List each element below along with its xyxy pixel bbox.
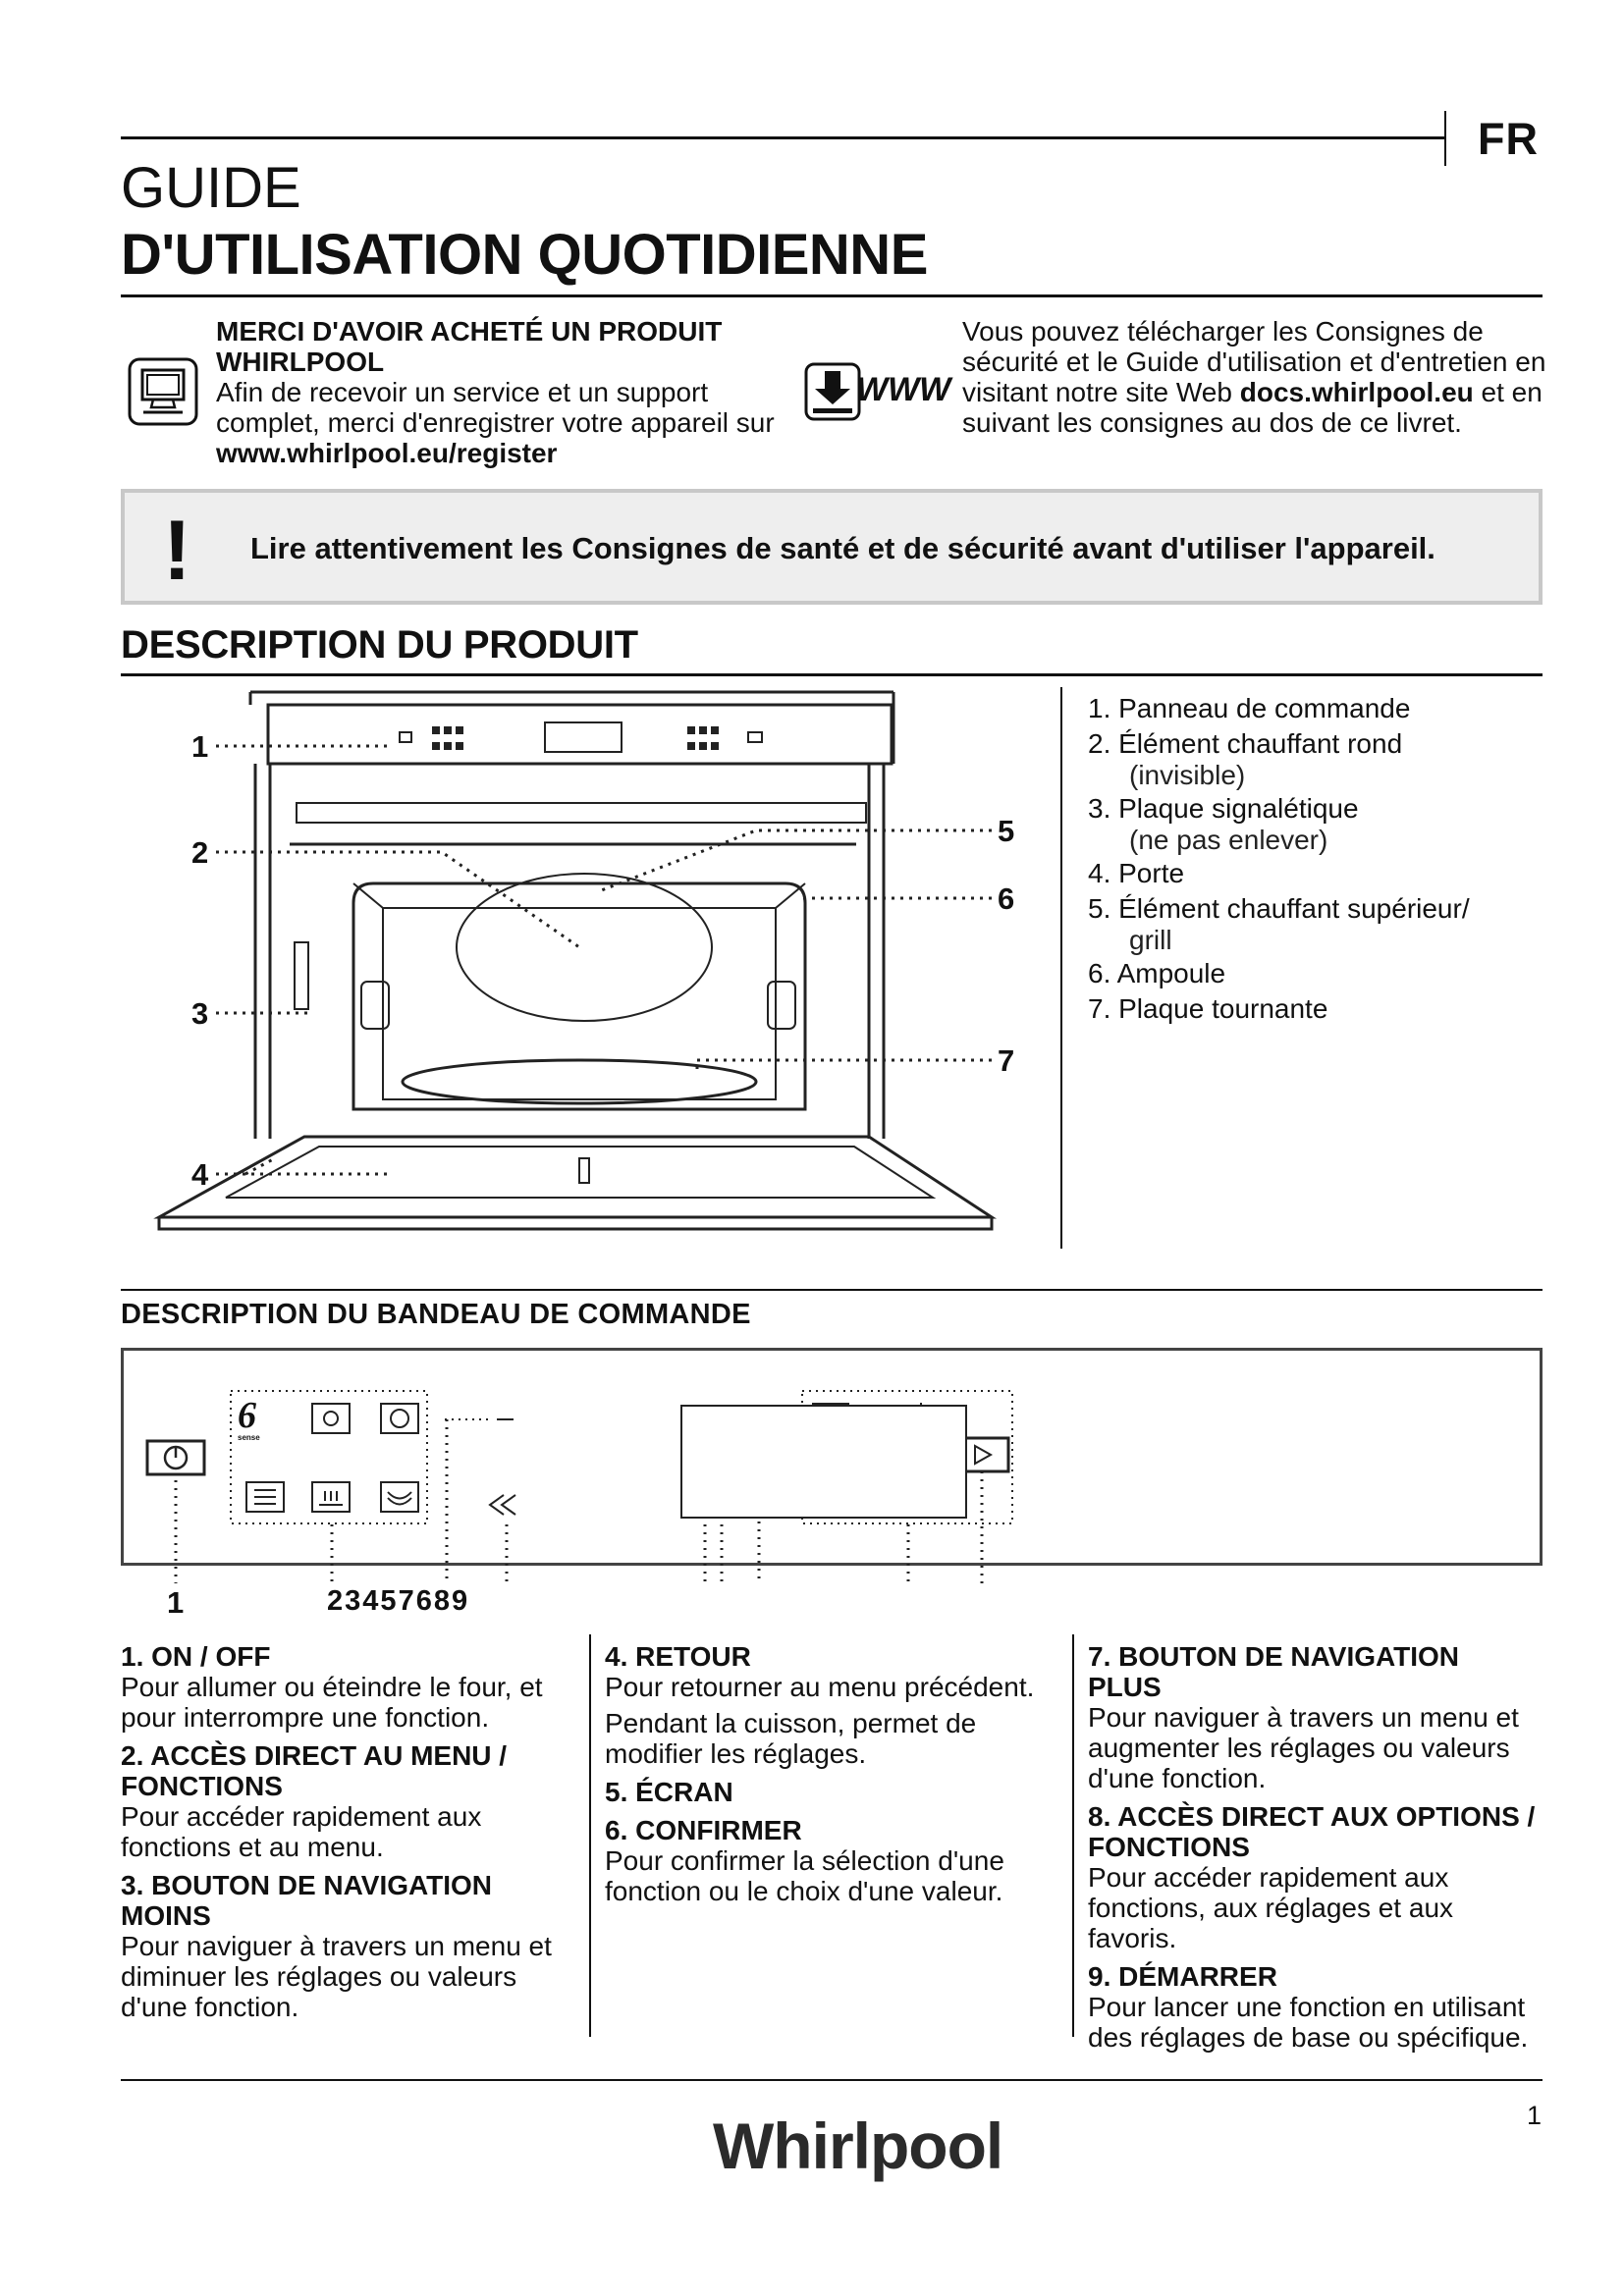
product-title-rule bbox=[121, 673, 1543, 676]
six-sense-logo: 6 sense bbox=[238, 1395, 260, 1442]
round-heating-element bbox=[457, 874, 712, 1021]
column-divider-2 bbox=[1072, 1634, 1074, 2037]
product-callout-7: 7 bbox=[998, 1043, 1015, 1078]
panel-description-title: DESCRIPTION DU BANDEAU DE COMMANDE bbox=[121, 1299, 751, 1330]
functions-column-2: 4. RETOUR Pour retourner au menu précédent. Pendant la cuisson, permet de modifier les réglages. 5. ÉCRAN 6. CONFIRMER Pour confirmer la sélection d'une fonction ou le choix d'une valeur. bbox=[605, 1641, 1035, 1906]
header-rule bbox=[121, 136, 1444, 139]
page-number: 1 bbox=[1527, 2101, 1543, 2130]
back-icon bbox=[490, 1495, 515, 1515]
www-label: WWW bbox=[856, 371, 951, 408]
functions-column-1: 1. ON / OFF Pour allumer ou éteindre le four, et pour interrompre une fonction. 2. ACCÈS DIRECT AU MENU / FONCTIONS Pour accéder rapidement aux fonctions et au menu. 3. BOUTON DE NAVIGATION MOINS Pour naviguer à travers un menu et diminuer les réglages ou valeurs d'une fonction. bbox=[121, 1641, 552, 2022]
footer-rule bbox=[121, 2079, 1543, 2081]
header-tick bbox=[1444, 111, 1446, 166]
exclamation-icon: ! bbox=[163, 504, 191, 598]
product-description-title: DESCRIPTION DU PRODUIT bbox=[121, 623, 638, 667]
part-item: 3. Plaque signalétique (ne pas enlever) bbox=[1088, 793, 1359, 855]
download-body-2: et en suivant les consignes au dos de ce livret. bbox=[962, 377, 1543, 438]
oven-control-panel bbox=[268, 705, 892, 764]
register-link[interactable]: www.whirlpool.eu/register bbox=[216, 438, 558, 468]
download-body-1: Vous pouvez télécharger les Consignes de sécurité et le Guide d'utilisation et d'entretien en visitant notre site Web bbox=[962, 316, 1546, 407]
download-text bbox=[962, 316, 1551, 438]
part-item: 1. Panneau de commande bbox=[1088, 693, 1411, 723]
register-body: Afin de recevoir un service et un support complet, merci d'enregistrer votre appareil sur bbox=[216, 377, 775, 438]
oven-cavity bbox=[353, 883, 805, 1109]
turntable bbox=[403, 1060, 756, 1103]
oven-vent-grille bbox=[297, 803, 866, 823]
part-item: 5. Élément chauffant supérieur/ grill bbox=[1088, 893, 1470, 955]
panel-section-rule bbox=[121, 1289, 1543, 1291]
whirlpool-logo: Whirlpool bbox=[713, 2109, 1003, 2182]
safety-warning-text: Lire attentivement les Consignes de santé et de sécurité avant d'utiliser l'appareil. bbox=[250, 531, 1435, 565]
product-callout-3: 3 bbox=[191, 996, 209, 1031]
part-item: 7. Plaque tournante bbox=[1088, 993, 1328, 1024]
power-icon bbox=[147, 1441, 204, 1474]
part-item: 4. Porte bbox=[1088, 858, 1185, 888]
computer-icon bbox=[126, 355, 200, 433]
column-divider-1 bbox=[589, 1634, 591, 2037]
language-label: FR bbox=[1478, 114, 1539, 164]
docs-link[interactable]: docs.whirlpool.eu bbox=[1239, 377, 1474, 407]
product-callout-1: 1 bbox=[191, 729, 209, 764]
product-callout-4: 4 bbox=[191, 1157, 209, 1192]
register-heading: MERCI D'AVOIR ACHETÉ UN PRODUIT WHIRLPOOL bbox=[216, 316, 723, 377]
parts-list bbox=[1088, 692, 1559, 1028]
page-title-line1: GUIDE bbox=[121, 156, 301, 220]
product-column-divider bbox=[1060, 687, 1062, 1249]
page-title-line2: D'UTILISATION QUOTIDIENNE bbox=[121, 223, 928, 287]
panel-callout-1: 1 bbox=[167, 1585, 185, 1620]
part-item: 6. Ampoule bbox=[1088, 958, 1226, 988]
product-callout-5: 5 bbox=[998, 814, 1015, 848]
part-item: 2. Élément chauffant rond (invisible) bbox=[1088, 728, 1403, 790]
oven-door bbox=[159, 1137, 992, 1217]
display-screen-frame bbox=[680, 1405, 967, 1519]
download-icon bbox=[803, 361, 862, 427]
functions-column-3: 7. BOUTON DE NAVIGATION PLUS Pour naviguer à travers un menu et augmenter les réglages ou valeurs d'une fonction. 8. ACCÈS DIRECT AUX OPTIONS / FONCTIONS Pour accéder rapidement aux fonctions, aux réglages et aux favoris. 9. DÉMARRER Pour lancer une fonction en utilisant des réglages de base ou spécifique. bbox=[1088, 1641, 1536, 2053]
rating-plate bbox=[295, 942, 308, 1009]
product-callout-6: 6 bbox=[998, 881, 1015, 916]
register-text bbox=[216, 316, 805, 468]
product-callout-2: 2 bbox=[191, 835, 209, 870]
oven-illustration bbox=[147, 687, 1031, 1261]
panel-callout-group: 23457689 bbox=[327, 1585, 470, 1617]
title-rule bbox=[121, 294, 1543, 297]
